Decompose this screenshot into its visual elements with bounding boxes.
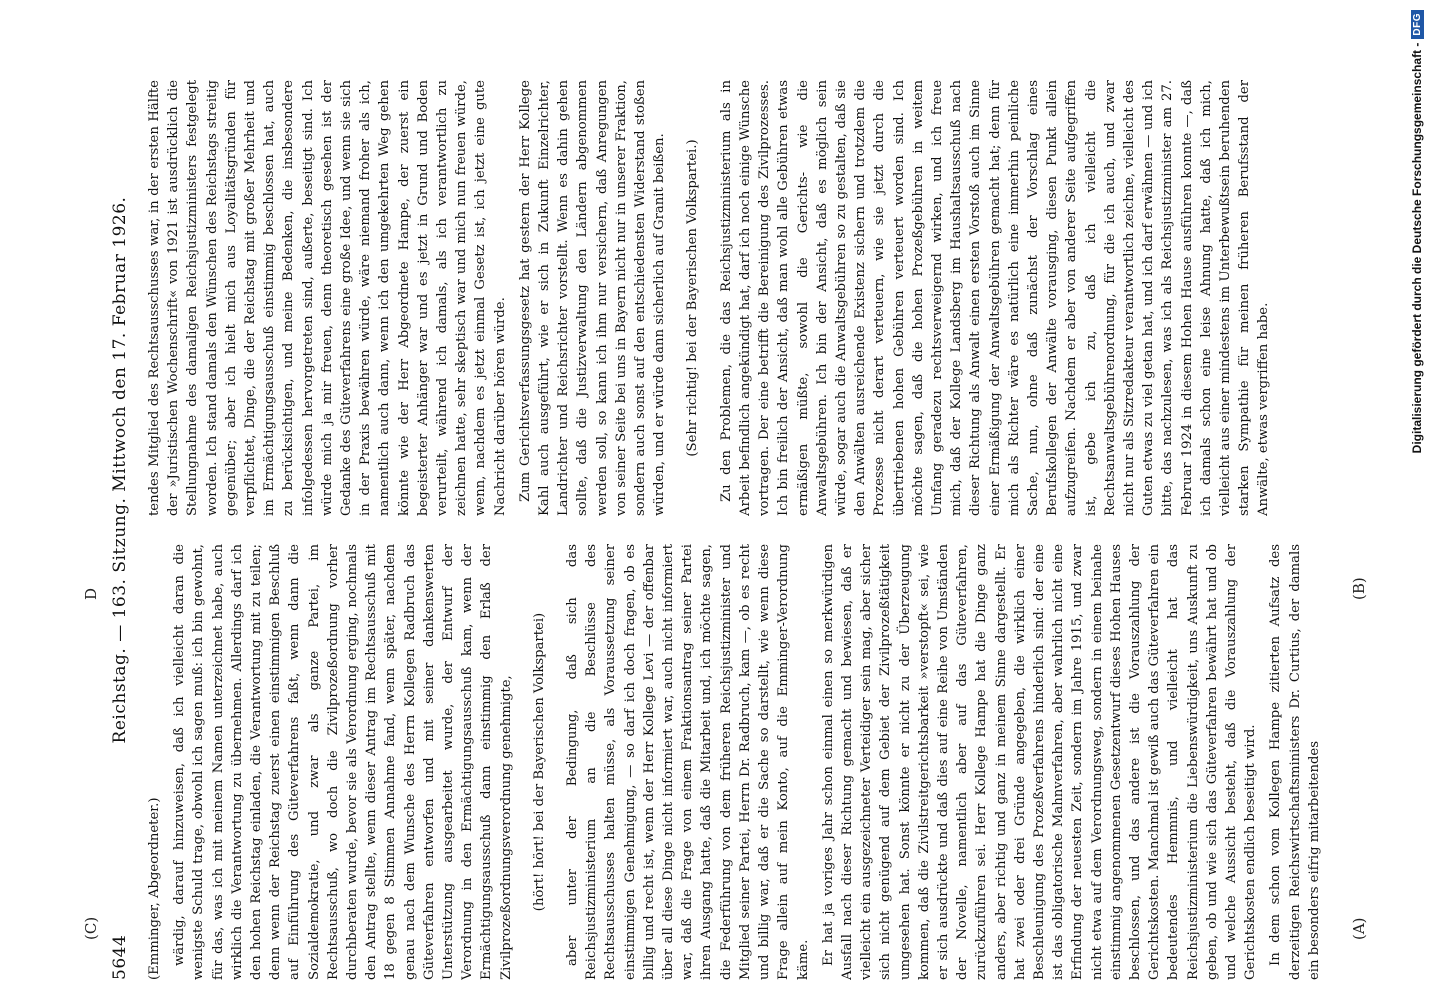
- margin-letter-a: (A): [1350, 917, 1368, 940]
- paragraph: aber unter der Bedingung, daß sich das Reichsjustizministerium an die Beschlüsse des Rechtsausschusses halten müsse, als Voraussetzung seiner einstimmigen Genehmigung, — so darf ich doch fragen, ob es billig und recht ist, wenn der Herr Kollege Levi — der offenbar über all diese Dinge nicht informiert war, auch nicht informiert war, daß die Frage von einem Fraktionsantrag seiner Partei ihren Ausgang hatte, daß die Mitarbeit und, ich möchte sagen, die Federführung von dem früheren Reichsjustizminister und Mitglied seiner Partei, Herrn Dr. Radbruch, kam —, ob es recht und billig war, daß er die Sache so darstellt, wie wenn diese Frage allein auf mein Konto, auf die Emminger-Verordnung käme.: [565, 544, 811, 980]
- page-title: Reichstag. — 163. Sitzung. Mittwoch den 17. Februar 1926.: [110, 196, 130, 744]
- margin-letter-b: (B): [1350, 577, 1368, 600]
- paragraph: Zu den Problemen, die das Reichsjustizministerium als in Arbeit befindlich angekündigt hat, darf ich noch einige Wünsche vortragen. Der eine betrifft die Bereinigung des Zivilprozesses. Ich bin freilich der Ansicht, daß man wohl alle Gebühren etwas ermäßigen müßte, sowohl die Gerichts- wie die Anwaltsgebühren. Ich bin der Ansicht, daß es möglich sein würde, sogar auch die Anwaltsgebühren so zu gestalten, daß sie den Anwälten ausreichende Existenz sichern und trotzdem die Prozesse nicht derart verteuern, wie sie jetzt durch die übertriebenen hohen Gebühren verteuert worden sind. Ich möchte sagen, daß die hohen Prozeßgebühren in weitem Umfang geradezu rechtsverweigernd wirken, und ich freue mich, daß der Kollege Landsberg im Haushaltsausschuß nach dieser Richtung als Anwalt einen ersten Vorstoß auch im Sinne einer Ermäßigung der Anwaltsgebühren gemacht hat; denn für mich als Richter wäre es natürlich eine immerhin peinliche Sache, nun, ohne daß zunächst der Vorschlag eines Berufskollegen der Anwälte vorausging, diesen Punkt allein aufzugreifen. Nachdem er aber von anderer Seite aufgegriffen ist, gebe ich zu, daß ich vielleicht die Rechtsanwaltsgebührenordnung, für die ich auch, und zwar nicht nur als Sitzredakteur verantwortlich zeichne, vielleicht des Guten etwas zu viel getan hat, und ich darf erwähnen — und ich bitte, das nachzulesen, was ich als Reichsjustizminister am 27. Februar 1924 in diesem Hohen Hause ausführen konnte —, daß ich damals schon eine leise Ahnung hatte, daß ich mich, vielleicht aus einer mindestens im Unterbewußtsein beruhenden starken Sympathie für meinen früheren Berufsstand der Anwälte, etwas vergriffen habe.: [718, 80, 1272, 516]
- page-body: [145, 80, 1385, 980]
- margin-letter-d: D: [82, 587, 100, 600]
- interjection: (hört! hört! bei der Bayerischen Volkspartei): [531, 612, 547, 912]
- margin-letter-c: (C): [82, 916, 100, 940]
- paragraph: Zum Gerichtsverfassungsgesetz hat gestern der Herr Kollege Kahl auch ausgeführt, wie er sich in Zukunft Einzelrichter, Landrichter und Reichsrichter vorstellt. Wenn es dahin gehen sollte, daß die Justizverwaltung den Ländern abgenommen werden soll, so kann ich ihm nur versichern, daß Anregungen von seiner Seite bei uns in Bayern nicht nur in unserer Fraktion, sondern auch sonst auf den entschiedensten Widerstand stoßen würden, und er würde dann sicherlich auf Granit beißen.: [517, 80, 668, 516]
- page-number: 5644: [110, 934, 130, 980]
- interjection: (Sehr richtig! bei der Bayerischen Volkspartei.): [685, 139, 701, 457]
- document-page: [82, 80, 1390, 980]
- funding-note: [1406, 10, 1428, 990]
- page-header: [100, 80, 140, 980]
- dfg-logo: DFG: [1411, 10, 1424, 39]
- paragraph: tendes Mitglied des Rechtsausschusses war, in der ersten Hälfte der »Juristischen Wochenschrift« von 1921 ist ausdrücklich die Stellungnahme des damaligen Reichsjustizministers festgelegt worden. Ich stand damals den Wünschen des Reichstags streitig gegenüber; aber ich hielt mich aus Loyalitätsgründen für verpflichtet, Dinge, die der Reichstag mit großer Mehrheit und im Ermächtigungsausschuß einstimmig beschlossen hat, auch zu berücksichtigen, und meine Bedenken, die insbesondere infolgedessen hervorgetreten sind, außerte, beseitigt sind. Ich würde mich ja mir freuen, denn theoretisch gesehen ist der Gedanke des Güteverfahrens eine große Idee, und wenn sie sich in der Praxis bewähren würde, wäre niemand froher als ich, namentlich auch dann, wenn ich den umgekehrten Weg gehen könnte wie der Herr Abgeordnete Hampe, der zuerst ein begeisterter Anhänger war und es jetzt in Grund und Boden verurteilt, während ich damals, als ich verantwortlich zu zeichnen hatte, sehr skeptisch war und mich nun freuen würde, wenn, nachdem es jetzt einmal Gesetz ist, ich jetzt eine gute Nachricht darüber hören würde.: [147, 80, 508, 516]
- paragraph: wärdig, darauf hinzuweisen, daß ich vielleicht daran die wenigste Schuld trage, obwohl ich sagen muß: ich bin gewohnt, für das, was ich mit meinem Namen unterzeichnet habe, auch wirklich die Verantwortung zu übernehmen. Allerdings darf ich den hohen Reichstag einladen, die Verantwortung mit zu teilen; denn wenn der Reichstag zuerst einen einstimmigen Beschluß auf Einführung des Güteverfahrens faßt, wenn dann die Sozialdemokratie, und zwar als ganze Partei, im Rechtsausschuß, wo doch die Zivilprozeßordnung vorher durchberaten wurde, bevor sie als Verordnung erging, nochmals den Antrag stellte, wenn dieser Antrag im Rechtsausschuß mit 18 gegen 8 Stimmen Annahme fand, wenn später, nachdem genau nach dem Wunsche des Herrn Kollegen Radbruch das Güteverfahren entworfen und mit seiner dankenswerten Unterstützung ausgearbeitet wurde, der Entwurf der Verordnung in den Ermächtigungsausschuß kam, wenn der Ermächtigungsausschuß dann einstimmig den Erlaß der Zivilprozeßordnungsverordnung genehmigte,: [172, 544, 514, 980]
- right-column: [145, 80, 1385, 516]
- paragraph: In dem schon vom Kollegen Hampe zitierten Aufsatz des derzeitigen Reichswirtschaftsministers Dr. Curtius, der damals ein besonders eifrig mitarbeitendes: [1268, 544, 1322, 980]
- paragraph: Er hat ja voriges Jahr schon einmal einen so merkwürdigen Ausfall nach dieser Richtung gemacht und bewiesen, daß er vielleicht ein ausgezeichneter Verteidiger sein mag, aber sicher sich nicht genügend auf dem Gebiet der Zivilprozeßtätigkeit umgesehen hat. Sonst könnte er nicht zu der Überzeugung kommen, daß die Zivilstreitgerichtsbarkeit »verstopft« sei, wie er sich ausdrückte und daß dies auf eine Reihe von Umständen der Novelle, namentlich aber auf das Güteverfahren, zurückzuführen sei. Herr Kollege Hampe hat die Dinge ganz anders, aber richtig und ganz in meinem Sinne dargestellt. Er hat zwei oder drei Gründe angegeben, die wirklich einer Beschleunigung des Prozeßverfahrens hinderlich sind: der eine ist das obligatorische Mahnverfahren, aber wahrlich nicht eine Erfindung der neuesten Zeit, sondern im Jahre 1915, und zwar nicht etwa auf dem Verordnungsweg, sondern in einem beinahe einstimmig angenommenen Gesetzentwurf dieses Hohen Hauses beschlossen, und das andere ist die Vorauszahlung der Gerichtskosten. Manchmal ist gewiß auch das Güteverfahren ein bedeutendes Hemmnis, und vielleicht hat das Reichsjustizministerium die Liebenswürdigkeit, uns Auskunft zu geben, ob und wie sich das Güteverfahren bewährt hat und ob und welche Aussicht besteht, daß die Vorauszahlung der Gerichtskosten endlich beseitigt wird.: [820, 544, 1259, 980]
- rotated-page-content: [82, 80, 1390, 980]
- funding-text: Digitalisierung gefördert durch die Deutsche Forschungsgemeinschaft -: [1410, 42, 1424, 454]
- speaker-line: (Emminger, Abgeordneter.): [147, 797, 162, 980]
- left-column: [145, 544, 1385, 980]
